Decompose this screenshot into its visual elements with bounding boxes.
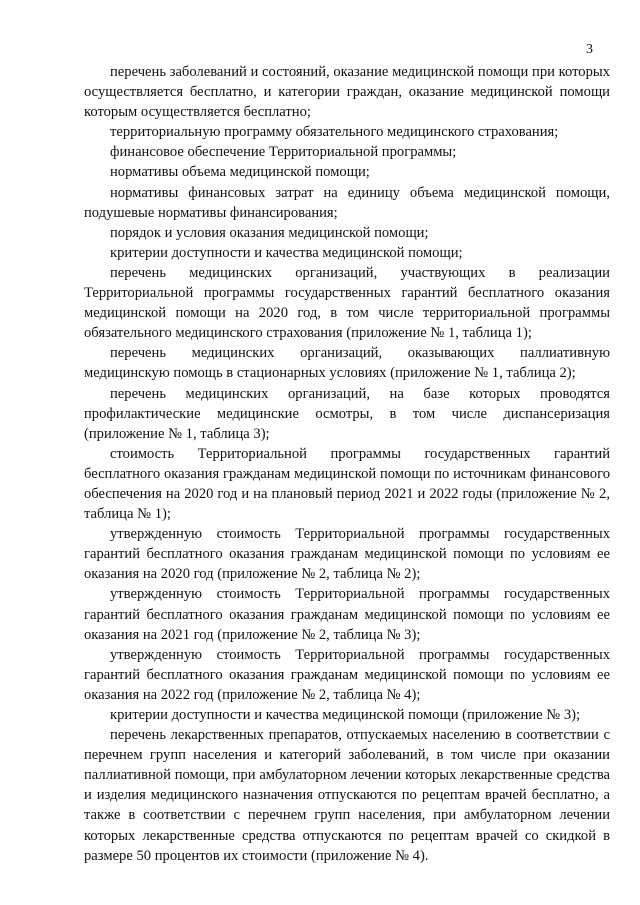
paragraph: критерии доступности и качества медицинской помощи (приложение № 3); [110,707,581,723]
paragraph: перечень медицинских организаций, на базе которых проводятся профилактические медицинские осмотры, в том числе диспансеризация (приложение № 1, таблица 3); [84,385,610,442]
paragraph: перечень медицинских организаций, оказывающих паллиативную медицинскую помощь в стационарных условиях (приложение № 1, таблица 2); [84,345,610,382]
page-number: 3 [586,42,593,57]
paragraph: утвержденную стоимость Территориальной программы государственных гарантий бесплатного оказания гражданам медицинской помощи по условиям ее оказания на 2020 год (приложение № 2, таблица № 2); [84,526,610,583]
paragraph: перечень заболеваний и состояний, оказание медицинской помощи при которых осуществляется бесплатно, и категории граждан, оказание медицинской помощи которым осуществляется бесплатно; [84,64,610,121]
paragraph: территориальную программу обязательного медицинского страхования; [110,124,559,141]
document-body [84,62,610,866]
paragraph: нормативы финансовых затрат на единицу объема медицинской помощи, подушевые нормативы финансирования; [84,184,610,221]
paragraph: перечень медицинских организаций, участвующих в реализации Территориальной программы государственных гарантий бесплатного оказания медицинской помощи на 2020 год, в том числе территориальной программы обязательного медицинского страхования (приложение № 1, таблица 1); [84,264,610,342]
paragraph: порядок и условия оказания медицинской помощи; [110,224,429,241]
paragraph: финансовое обеспечение Территориальной программы; [110,144,457,161]
paragraph: критерии доступности и качества медицинской помощи; [110,244,463,261]
paragraph: стоимость Территориальной программы государственных гарантий бесплатного оказания гражданам медицинской помощи по источникам финансового обеспечения на 2020 год и на плановый период 2021 и 2022 годы (приложение № 2, таблица № 1); [84,445,610,523]
paragraph: перечень лекарственных препаратов, отпускаемых населению в соответствии с перечнем групп населения и категорий заболеваний, в том числе при оказании паллиативной помощи, при амбулаторном лечении которых лекарственные средства и изделия медицинского назначения отпускаются по рецептам врачей бесплатно, а также в соответствии с перечнем групп населения, при амбулаторном лечении которых лекарственные средства отпускаются по рецептам врачей со скидкой в размере 50 процентов их стоимости (приложение № 4). [84,727,610,864]
paragraph: нормативы объема медицинской помощи; [110,164,370,181]
paragraph: утвержденную стоимость Территориальной программы государственных гарантий бесплатного оказания гражданам медицинской помощи по условиям ее оказания на 2021 год (приложение № 2, таблица № 3); [84,586,610,643]
paragraph: утвержденную стоимость Территориальной программы государственных гарантий бесплатного оказания гражданам медицинской помощи по условиям ее оказания на 2022 год (приложение № 2, таблица № 4); [84,646,610,703]
